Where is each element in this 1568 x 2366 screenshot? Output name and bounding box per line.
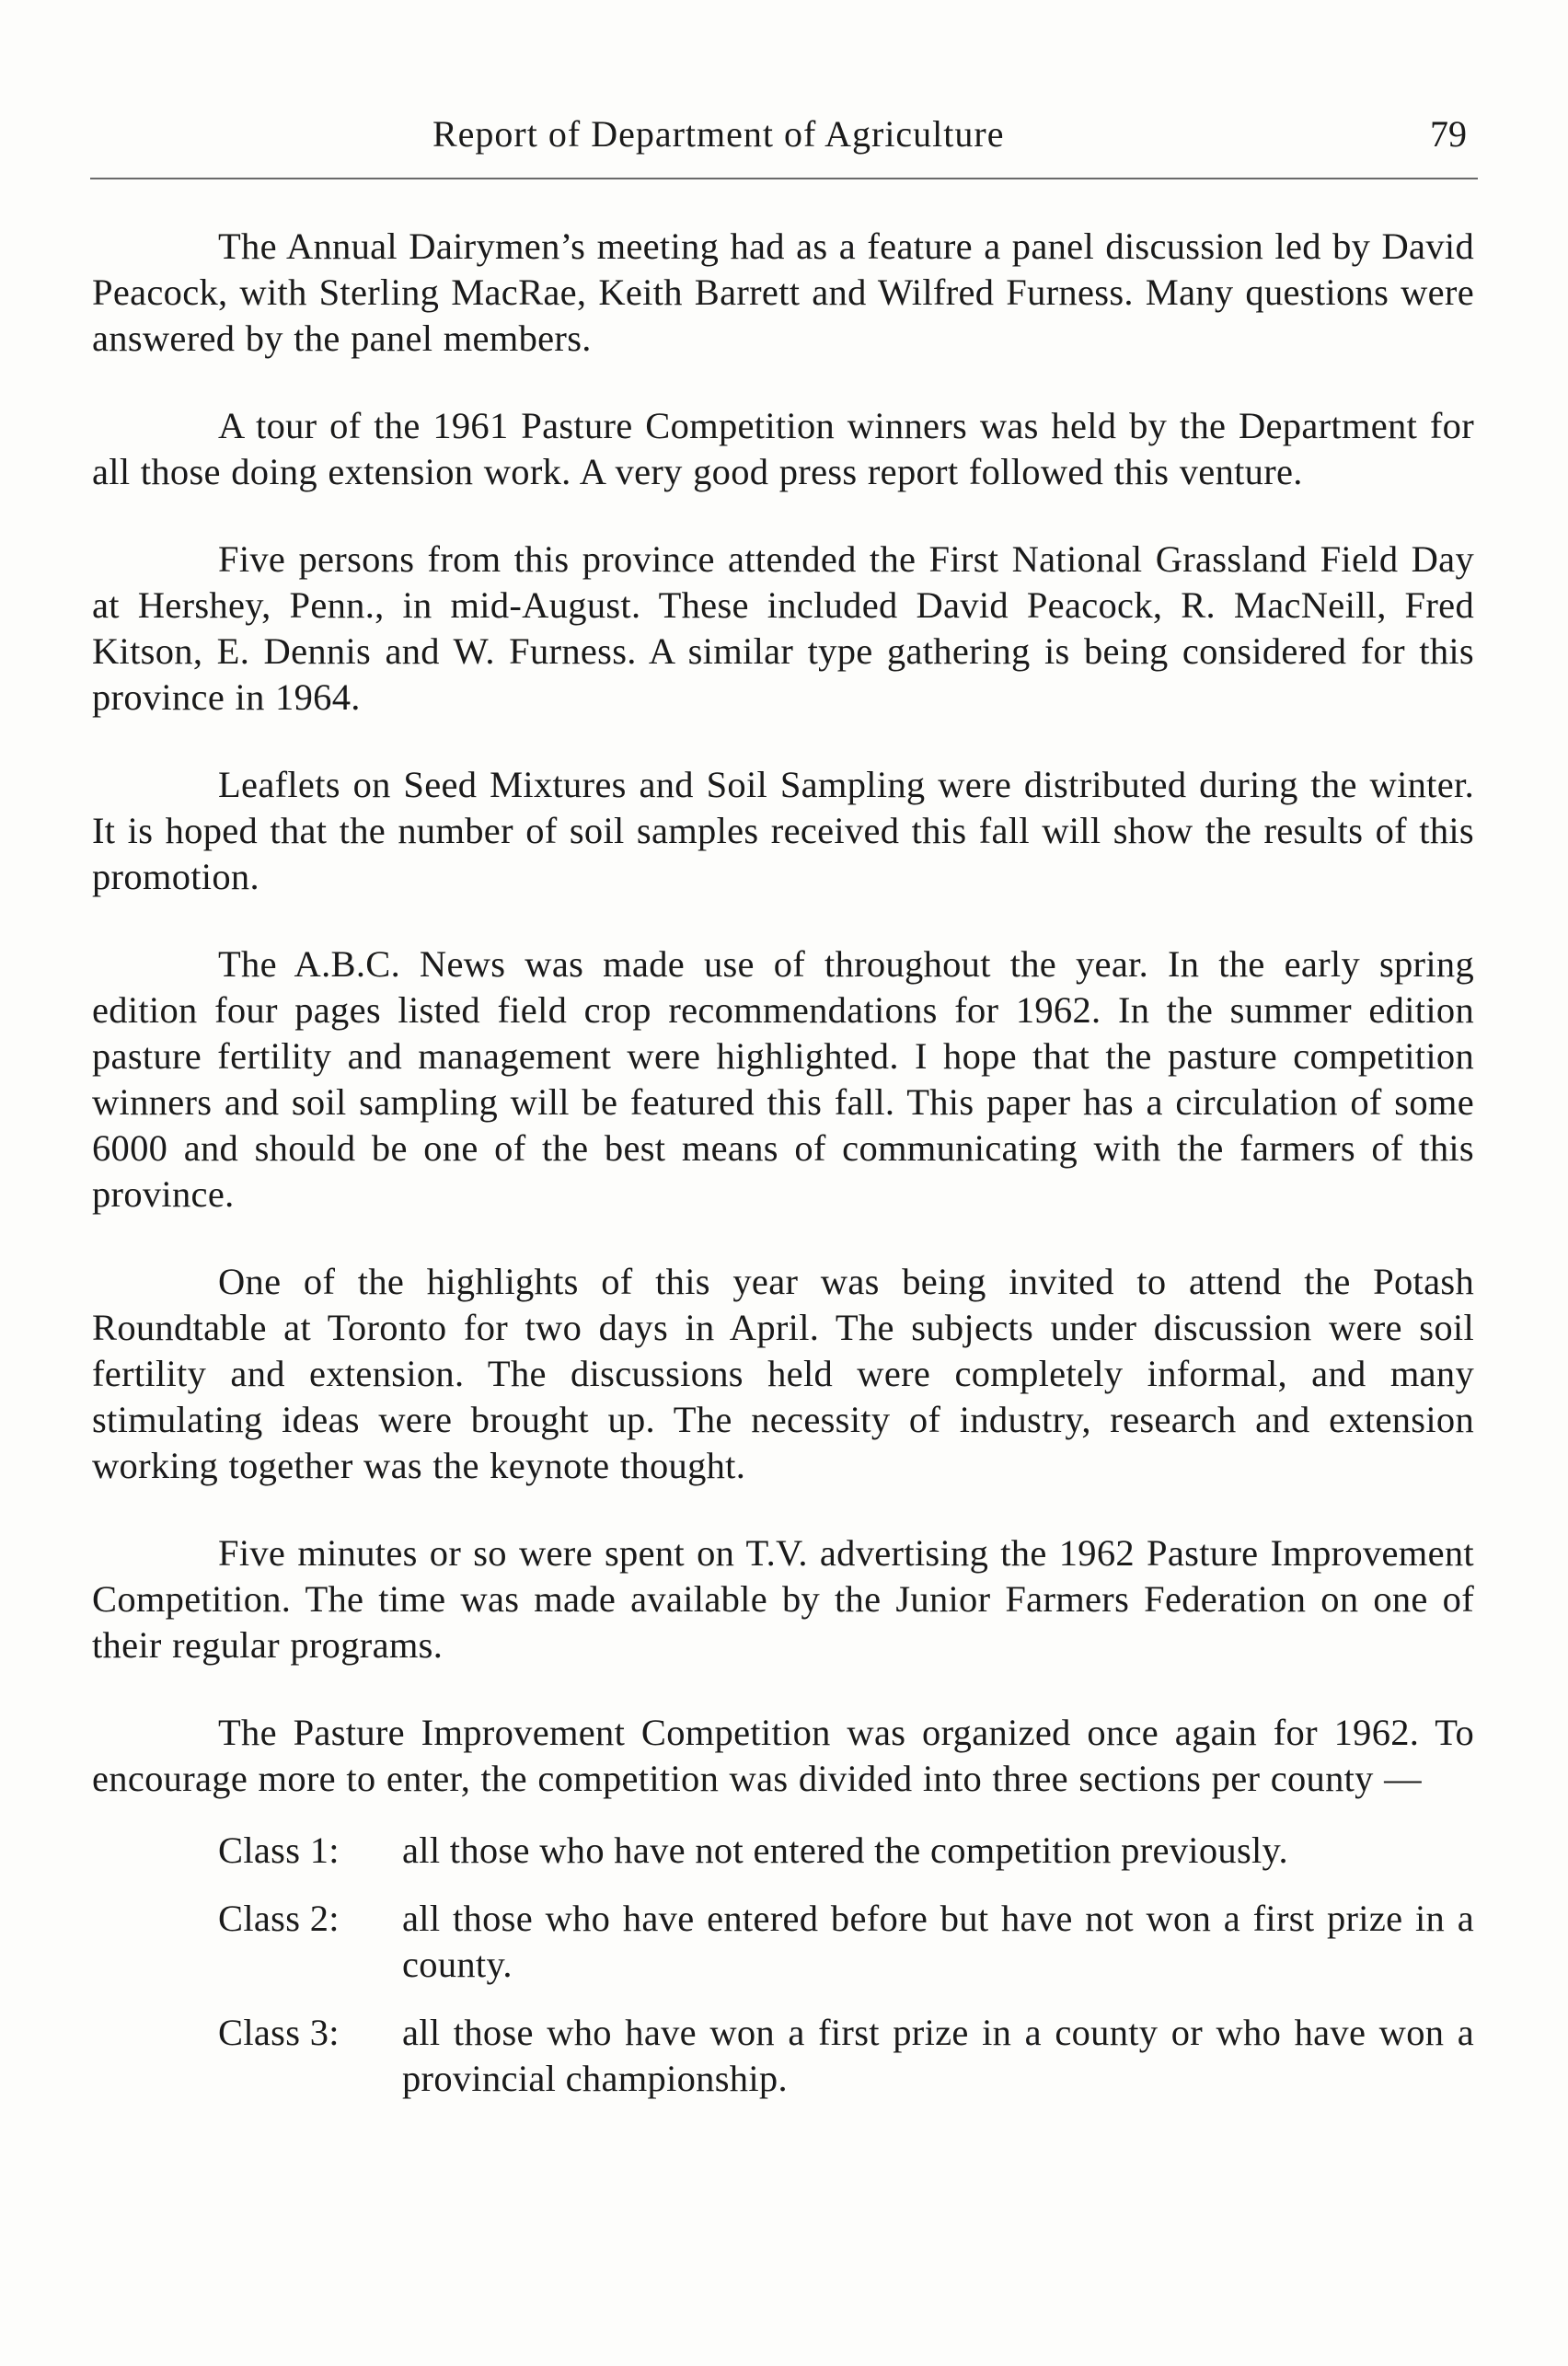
class-label: Class 2: (218, 1898, 340, 1939)
list-item (92, 1828, 1474, 1874)
paragraph-abc-news: The A.B.C. News was made use of throughout the year. In the early spring edition four pages listed field crop recommendations for 1962. In the summer edition pasture fertility and management were highlighted. I hope that the pasture competition winners and soil sampling will be featured this fall. This paper has a circulation of some 6000 and should be one of the best means of communicating with the farmers of this province. (92, 943, 1474, 1215)
paragraph-potash-roundtable: One of the highlights of this year was being invited to attend the Potash Roundtable at Toronto for two days in April. The subjects under discussion were soil fertility and extension. The discussions held were completely informal, and many stimulating ideas were brought up. The necessity of industry, research and extension working together was the keynote thought. (92, 1261, 1474, 1486)
class-label: Class 3: (218, 2012, 340, 2053)
paragraph-dairymen-meeting: The Annual Dairymen’s meeting had as a feature a panel discussion led by David Peacock, with Sterling MacRae, Keith Barrett and Wilfred Furness. Many questions were answered by the panel members. (92, 225, 1474, 359)
body-text (92, 224, 1474, 2124)
paragraph-grassland-field-day: Five persons from this province attended the First National Grassland Field Day at Hershey, Penn., in mid-August. These included David Peacock, R. MacNeill, Fred Kitson, E. Dennis and W. Furness. A similar type gathering is being considered for this province in 1964. (92, 538, 1474, 718)
running-head-title: Report of Department of Agriculture (432, 113, 1005, 155)
header-rule (90, 178, 1478, 179)
page-number: 79 (1430, 113, 1467, 155)
class-label: Class 1: (218, 1829, 340, 1871)
list-item (92, 1896, 1474, 1988)
paragraph-leaflets: Leaflets on Seed Mixtures and Soil Sampling were distributed during the winter. It is hoped that the number of soil samples received this fall will show the results of this promotion. (92, 764, 1474, 897)
paragraph-pasture-tour: A tour of the 1961 Pasture Competition winners was held by the Department for all those doing extension work. A very good press report followed this venture. (92, 405, 1474, 492)
competition-class-list (92, 1828, 1474, 2102)
paragraph-tv-advertising: Five minutes or so were spent on T.V. advertising the 1962 Pasture Improvement Competition. The time was made available by the Junior Farmers Federation on one of their regular programs. (92, 1532, 1474, 1666)
list-item (92, 2010, 1474, 2102)
class-description: all those who have not entered the competition previously. (402, 1829, 1288, 1871)
class-description: all those who have won a first prize in a county or who have won a provincial championship. (402, 2012, 1474, 2099)
paragraph-pasture-competition: The Pasture Improvement Competition was organized once again for 1962. To encourage more to enter, the competition was divided into three sections per county — (92, 1712, 1474, 1799)
class-description: all those who have entered before but have not won a first prize in a county. (402, 1898, 1474, 1985)
